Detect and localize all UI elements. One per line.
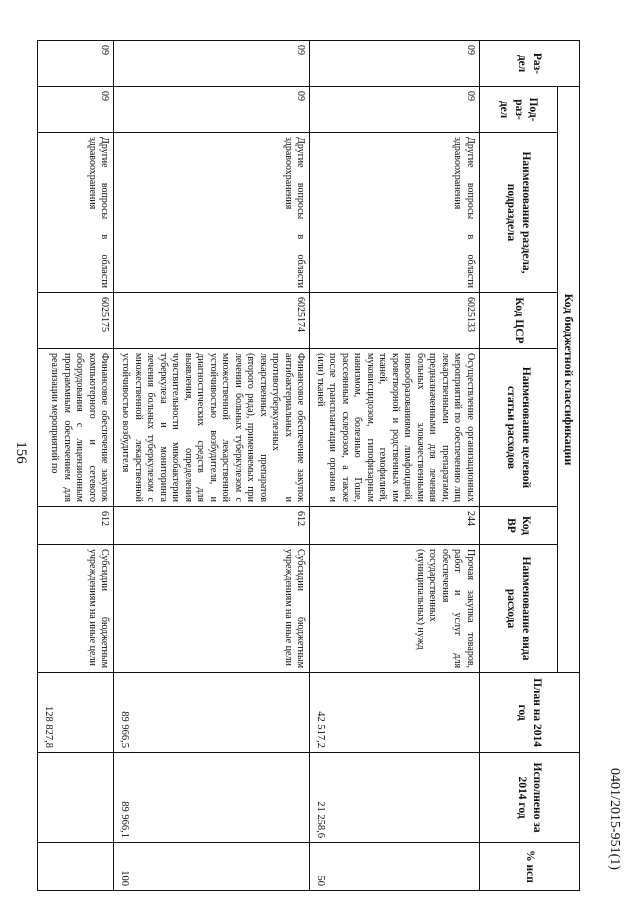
cell-pct bbox=[38, 843, 114, 891]
cell-vr: 612 bbox=[114, 507, 310, 545]
page-number bbox=[0, 0, 40, 905]
header-razdel: Раз-дел bbox=[480, 41, 580, 87]
table-row bbox=[310, 41, 480, 891]
cell-vr-name: Субсидии бюджетным учреждениям на иные цели bbox=[114, 545, 310, 673]
cell-podrazdel: 09 bbox=[114, 87, 310, 133]
cell-plan: 89 966,5 bbox=[114, 673, 310, 753]
table-row bbox=[114, 41, 310, 891]
cell-target-name: Осуществление организационных мероприятий по обеспечению лиц лекарственными препаратами, предназначенными для лечения больных злокачественными новообразованиями лимфоидной, кроветворной и родственных им тканей, гемофилией, муковисцидозом, гипофизарным нанизмом, болезнью Гоше, рассеянным склерозом, а также после трансплантации органов и (или) тканей bbox=[310, 349, 480, 507]
page-number-text: 156 bbox=[12, 441, 29, 464]
cell-pct: 50 bbox=[310, 843, 480, 891]
cell-done: 21 258,6 bbox=[310, 753, 480, 843]
cell-razdel: 09 bbox=[310, 41, 480, 87]
header-vr-name: Наименование вида расхода bbox=[480, 545, 558, 673]
cell-pct: 100 bbox=[114, 843, 310, 891]
document-code bbox=[596, 0, 632, 905]
header-pct: % исп bbox=[480, 843, 580, 891]
cell-section-name: Другие вопросы в области здравоохранения bbox=[310, 133, 480, 293]
cell-csr: 6025133 bbox=[310, 293, 480, 349]
cell-plan: 42 517,2 bbox=[310, 673, 480, 753]
cell-vr-name: Субсидии бюджетным учреждениям на иные цели bbox=[38, 545, 114, 673]
cell-razdel: 09 bbox=[38, 41, 114, 87]
cell-target-name: Финансовое обеспечение закупок компьютерного и сетевого оборудования с лицензионным программным обеспечением для реализации мероприятий по bbox=[38, 349, 114, 507]
header-row-group bbox=[558, 41, 580, 891]
cell-target-name: Финансовое обеспечение закупок антибактериальных и противотуберкулезных лекарственных препаратов (второго ряда), применяемых при лечении больных туберкулезом с множественной лекарственной устойчивостью возбудителя, и диагностических средств для выявления, определения чувствительности микобактерии туберкулеза и мониторинга лечения больных туберкулезом с множественной лекарственной устойчивостью возбудителя bbox=[114, 349, 310, 507]
cell-csr: 6025175 bbox=[38, 293, 114, 349]
cell-podrazdel: 09 bbox=[38, 87, 114, 133]
cell-razdel: 09 bbox=[114, 41, 310, 87]
header-section-name: Наименование раздела, подраздела bbox=[480, 133, 558, 293]
table-row bbox=[38, 41, 114, 891]
cell-csr: 6025174 bbox=[114, 293, 310, 349]
header-plan: План на 2014 год bbox=[480, 673, 580, 753]
cell-podrazdel: 09 bbox=[310, 87, 480, 133]
document-code-text: 0401/2015-951(1) bbox=[607, 768, 623, 870]
header-podrazdel: Под-раз-дел bbox=[480, 87, 558, 133]
cell-vr: 244 bbox=[310, 507, 480, 545]
cell-section-name: Другие вопросы в области здравоохранения bbox=[114, 133, 310, 293]
header-csr: Код ЦСР bbox=[480, 293, 558, 349]
header-target-name: Наименование целевой статьи расходов bbox=[480, 349, 558, 507]
cell-vr: 612 bbox=[38, 507, 114, 545]
cell-done bbox=[38, 753, 114, 843]
budget-table bbox=[38, 40, 581, 891]
header-vr: Код ВР bbox=[480, 507, 558, 545]
cell-done: 89 966,1 bbox=[114, 753, 310, 843]
cell-vr-name: Прочая закупка товаров, работ и услуг для обеспечения государственных (муниципальных) нужд bbox=[310, 545, 480, 673]
budget-table-area bbox=[42, 40, 580, 890]
cell-section-name: Другие вопросы в области здравоохранения bbox=[38, 133, 114, 293]
rotated-page-content bbox=[42, 40, 580, 890]
cell-plan: 128 827,8 bbox=[38, 673, 114, 753]
header-done: Исполнено за 2014 год bbox=[480, 753, 580, 843]
header-budget-classification: Код бюджетной классификации bbox=[558, 87, 580, 673]
